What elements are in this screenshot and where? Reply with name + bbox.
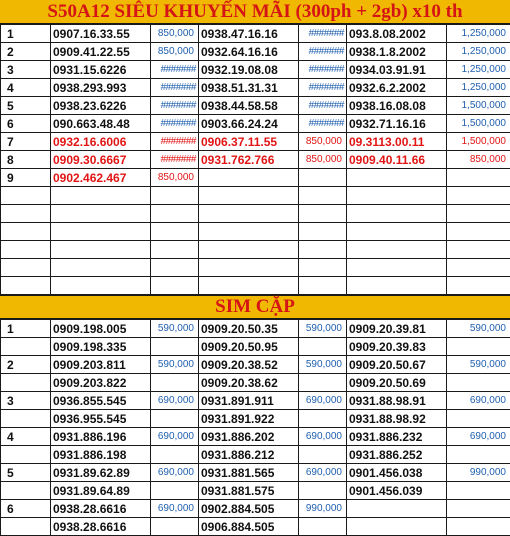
empty-cell (151, 187, 199, 205)
empty-row (1, 277, 510, 295)
empty-cell (1, 259, 51, 277)
row-index: 9 (1, 169, 51, 187)
sim-price (447, 500, 510, 518)
sim-price: 850,000 (447, 151, 510, 169)
sim-price: 1,250,000 (447, 79, 510, 97)
sim-price: 850,000 (299, 151, 347, 169)
sim-price: 690,000 (447, 392, 510, 410)
empty-cell (151, 277, 199, 295)
sim-number: 0931.886.198 (51, 446, 151, 464)
sim-price (447, 410, 510, 428)
sim-number: 0909.198.005 (51, 320, 151, 338)
empty-cell (51, 277, 151, 295)
sim-price: 690,000 (299, 428, 347, 446)
row-index (1, 338, 51, 356)
sim-number: 0932.16.6006 (51, 133, 151, 151)
sim-price: 690,000 (151, 500, 199, 518)
empty-cell (199, 187, 299, 205)
sim-number: 0938.44.58.58 (199, 97, 299, 115)
table-row (1, 464, 510, 482)
empty-cell (447, 277, 510, 295)
table-row (1, 446, 510, 464)
sim-price: ####### (299, 43, 347, 61)
sim-number: 0901.456.039 (347, 482, 447, 500)
sim-number: 090.663.48.48 (51, 115, 151, 133)
sim-price: ####### (151, 61, 199, 79)
sim-price: ####### (151, 79, 199, 97)
sim-number: 0909.20.38.62 (199, 374, 299, 392)
empty-cell (299, 223, 347, 241)
empty-row (1, 223, 510, 241)
sim-number: 0936.855.545 (51, 392, 151, 410)
sim-number: 0909.203.811 (51, 356, 151, 374)
sim-number: 0931.881.565 (199, 464, 299, 482)
sim-price (151, 482, 199, 500)
sim-number: 0909.40.11.66 (347, 151, 447, 169)
table-row (1, 518, 510, 536)
row-index (1, 518, 51, 536)
table-row (1, 25, 510, 43)
sim-price (447, 169, 510, 187)
sim-number: 0931.891.911 (199, 392, 299, 410)
table-row (1, 169, 510, 187)
sim-price: 1,250,000 (447, 61, 510, 79)
table-row (1, 79, 510, 97)
empty-cell (199, 277, 299, 295)
sim-number (347, 169, 447, 187)
sim-number: 0931.886.196 (51, 428, 151, 446)
sim-number: 0909.20.50.69 (347, 374, 447, 392)
sim-number: 0931.881.575 (199, 482, 299, 500)
sim-number: 0906.37.11.55 (199, 133, 299, 151)
empty-cell (347, 187, 447, 205)
sim-number: 0931.88.98.91 (347, 392, 447, 410)
sim-price (447, 518, 510, 536)
sim-price: ####### (151, 151, 199, 169)
sim-number: 0931.15.6226 (51, 61, 151, 79)
empty-cell (447, 187, 510, 205)
empty-cell (1, 241, 51, 259)
empty-cell (199, 241, 299, 259)
empty-cell (1, 187, 51, 205)
empty-cell (299, 241, 347, 259)
table-row (1, 43, 510, 61)
sim-number: 0932.6.2.2002 (347, 79, 447, 97)
sim-number: 0932.71.16.16 (347, 115, 447, 133)
sim-number: 0931.886.202 (199, 428, 299, 446)
sim-number: 0932.19.08.08 (199, 61, 299, 79)
empty-cell (151, 259, 199, 277)
section2-table (0, 319, 510, 536)
row-index: 6 (1, 500, 51, 518)
sim-number: 0936.955.545 (51, 410, 151, 428)
sim-number: 0902.462.467 (51, 169, 151, 187)
sim-price: 850,000 (299, 133, 347, 151)
sim-price: 590,000 (151, 320, 199, 338)
sim-price: 1,500,000 (447, 115, 510, 133)
sim-price (151, 518, 199, 536)
sim-price (447, 446, 510, 464)
sim-price: 1,250,000 (447, 25, 510, 43)
sim-price: ####### (299, 25, 347, 43)
sim-number (347, 500, 447, 518)
sim-number: 0938.47.16.16 (199, 25, 299, 43)
sim-price: 690,000 (447, 428, 510, 446)
sim-number: 0938.28.6616 (51, 500, 151, 518)
empty-cell (299, 277, 347, 295)
empty-cell (1, 205, 51, 223)
empty-cell (199, 205, 299, 223)
empty-cell (347, 259, 447, 277)
sim-price: 850,000 (151, 43, 199, 61)
empty-cell (51, 223, 151, 241)
section1-title: S50A12 SIÊU KHUYẾN MÃI (300ph + 2gb) x10 th (0, 0, 510, 24)
table-row (1, 133, 510, 151)
sim-price (447, 338, 510, 356)
sim-price: ####### (151, 115, 199, 133)
sim-price: 590,000 (299, 320, 347, 338)
sim-number: 0931.886.252 (347, 446, 447, 464)
sim-price: 690,000 (151, 464, 199, 482)
sim-price: 690,000 (299, 392, 347, 410)
sim-number: 0906.884.505 (199, 518, 299, 536)
sim-price: 690,000 (151, 392, 199, 410)
empty-cell (51, 187, 151, 205)
sim-price (151, 410, 199, 428)
empty-cell (151, 241, 199, 259)
sim-price: 690,000 (299, 464, 347, 482)
empty-row (1, 259, 510, 277)
empty-cell (347, 223, 447, 241)
sim-price: 590,000 (447, 356, 510, 374)
empty-cell (1, 223, 51, 241)
empty-cell (299, 205, 347, 223)
sim-price: 590,000 (299, 356, 347, 374)
sim-number: 0909.20.50.95 (199, 338, 299, 356)
row-index: 7 (1, 133, 51, 151)
sim-price (299, 482, 347, 500)
sim-price: 990,000 (447, 464, 510, 482)
sim-number: 0909.41.22.55 (51, 43, 151, 61)
sim-number: 0901.456.038 (347, 464, 447, 482)
empty-cell (447, 241, 510, 259)
sim-number: 0934.03.91.91 (347, 61, 447, 79)
sim-number: 0909.20.50.67 (347, 356, 447, 374)
sim-price: 1,500,000 (447, 133, 510, 151)
sim-price: ####### (151, 97, 199, 115)
sim-number: 0909.20.50.35 (199, 320, 299, 338)
sim-price (299, 338, 347, 356)
empty-cell (51, 241, 151, 259)
sim-number: 0932.64.16.16 (199, 43, 299, 61)
sim-number: 09.3113.00.11 (347, 133, 447, 151)
row-index (1, 374, 51, 392)
row-index (1, 446, 51, 464)
sim-number: 0938.51.31.31 (199, 79, 299, 97)
empty-cell (299, 187, 347, 205)
row-index: 5 (1, 464, 51, 482)
row-index: 3 (1, 61, 51, 79)
empty-cell (151, 223, 199, 241)
empty-row (1, 205, 510, 223)
sim-price (447, 482, 510, 500)
sim-price: ####### (151, 133, 199, 151)
sim-price: 690,000 (151, 428, 199, 446)
sim-price: 850,000 (151, 25, 199, 43)
sim-number: 0909.20.39.81 (347, 320, 447, 338)
table-row (1, 410, 510, 428)
sim-price: ####### (299, 79, 347, 97)
empty-cell (347, 205, 447, 223)
sim-price (299, 410, 347, 428)
sim-number: 0931.891.922 (199, 410, 299, 428)
table-row (1, 151, 510, 169)
empty-cell (51, 259, 151, 277)
table-row (1, 61, 510, 79)
row-index: 1 (1, 320, 51, 338)
sim-number (199, 169, 299, 187)
row-index (1, 482, 51, 500)
row-index: 1 (1, 25, 51, 43)
table-row (1, 374, 510, 392)
sim-number: 0903.66.24.24 (199, 115, 299, 133)
sim-number: 0909.203.822 (51, 374, 151, 392)
sim-number: 0938.293.993 (51, 79, 151, 97)
sim-price: 1,500,000 (447, 97, 510, 115)
sim-price (151, 338, 199, 356)
empty-cell (347, 241, 447, 259)
sim-number: 0909.20.39.83 (347, 338, 447, 356)
empty-cell (1, 277, 51, 295)
sim-number: 0938.1.8.2002 (347, 43, 447, 61)
sim-number: 0909.30.6667 (51, 151, 151, 169)
empty-cell (151, 205, 199, 223)
table-row (1, 320, 510, 338)
section1-table (0, 24, 510, 295)
row-index: 6 (1, 115, 51, 133)
sim-price: ####### (299, 61, 347, 79)
sim-price: 590,000 (151, 356, 199, 374)
sim-price (299, 518, 347, 536)
sim-number: 0931.886.212 (199, 446, 299, 464)
sim-number (347, 518, 447, 536)
sim-number: 0907.16.33.55 (51, 25, 151, 43)
empty-cell (51, 205, 151, 223)
sim-price (299, 169, 347, 187)
row-index: 8 (1, 151, 51, 169)
section2-title: SIM CẶP (0, 295, 510, 319)
sim-number: 0938.28.6616 (51, 518, 151, 536)
table-row (1, 115, 510, 133)
sim-number: 0931.762.766 (199, 151, 299, 169)
empty-row (1, 187, 510, 205)
table-row (1, 338, 510, 356)
empty-cell (199, 223, 299, 241)
sim-number: 0902.884.505 (199, 500, 299, 518)
empty-cell (447, 223, 510, 241)
row-index: 5 (1, 97, 51, 115)
sim-price: ####### (299, 115, 347, 133)
row-index: 3 (1, 392, 51, 410)
empty-cell (447, 205, 510, 223)
sim-price: 590,000 (447, 320, 510, 338)
sim-price (151, 374, 199, 392)
empty-cell (299, 259, 347, 277)
sim-price: ####### (299, 97, 347, 115)
sim-price (447, 374, 510, 392)
sim-price: 850,000 (151, 169, 199, 187)
empty-row (1, 241, 510, 259)
row-index (1, 410, 51, 428)
table-row (1, 97, 510, 115)
sim-number: 0931.88.98.92 (347, 410, 447, 428)
sim-price (299, 374, 347, 392)
empty-cell (447, 259, 510, 277)
row-index: 2 (1, 356, 51, 374)
table-row (1, 428, 510, 446)
sim-number: 093.8.08.2002 (347, 25, 447, 43)
sim-number: 0931.89.62.89 (51, 464, 151, 482)
row-index: 4 (1, 428, 51, 446)
sim-price: 1,250,000 (447, 43, 510, 61)
sim-number: 0938.23.6226 (51, 97, 151, 115)
empty-cell (199, 259, 299, 277)
row-index: 2 (1, 43, 51, 61)
table-row (1, 356, 510, 374)
empty-cell (347, 277, 447, 295)
sim-number: 0909.198.335 (51, 338, 151, 356)
sim-number: 0909.20.38.52 (199, 356, 299, 374)
sim-price (299, 446, 347, 464)
sim-price: 990,000 (299, 500, 347, 518)
table-row (1, 392, 510, 410)
sim-price (151, 446, 199, 464)
sim-number: 0938.16.08.08 (347, 97, 447, 115)
table-row (1, 500, 510, 518)
sim-number: 0931.886.232 (347, 428, 447, 446)
table-row (1, 482, 510, 500)
sim-number: 0931.89.64.89 (51, 482, 151, 500)
row-index: 4 (1, 79, 51, 97)
